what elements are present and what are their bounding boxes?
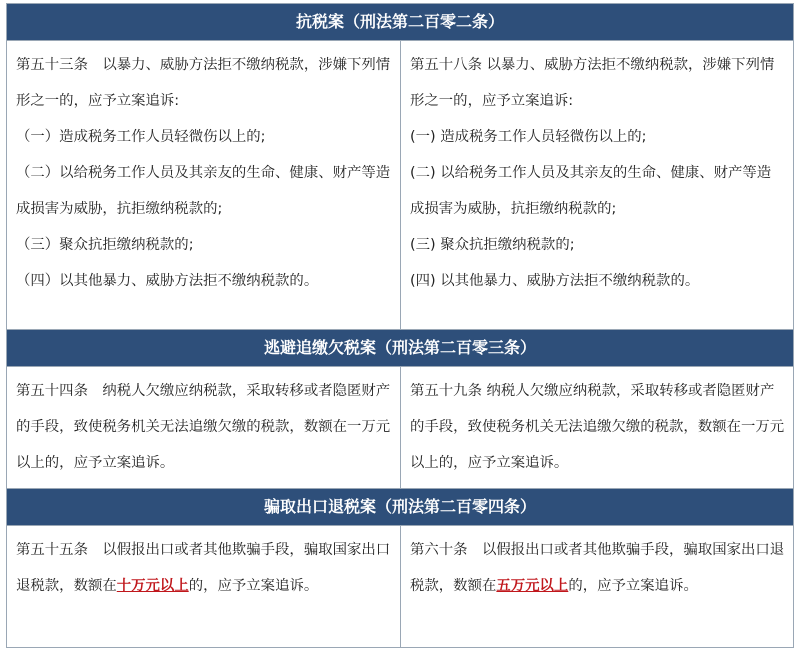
article-paragraph: (二) 以给税务工作人员及其亲友的生命、健康、财产等造成损害为威胁，抗拒缴纳税款的; bbox=[410, 165, 772, 217]
article-paragraph: （二）以给税务工作人员及其亲友的生命、健康、财产等造成损害为威胁，抗拒缴纳税款的; bbox=[16, 165, 391, 217]
article-paragraph: 第五十四条 纳税人欠缴应纳税款，采取转移或者隐匿财产的手段，致使税务机关无法追缴欠缴的税款，数额在一万元以上的，应予立案追诉。 bbox=[16, 383, 391, 471]
section-header-tax-resistance: 抗税案（刑法第二百零二条） bbox=[7, 4, 793, 41]
highlighted-amount: 五万元以上 bbox=[496, 578, 569, 594]
article-paragraph: 第五十八条 以暴力、威胁方法拒不缴纳税款，涉嫌下列情形之一的，应予立案追诉: bbox=[410, 57, 775, 109]
highlighted-amount: 十万元以上 bbox=[116, 578, 189, 594]
left-article-53 bbox=[7, 41, 400, 329]
section-header-tax-arrears-evasion: 逃避追缴欠税案（刑法第二百零三条） bbox=[7, 330, 793, 367]
left-article-55 bbox=[7, 526, 400, 647]
right-article-58 bbox=[400, 41, 793, 329]
article-text: 第六十条 以假报出口或者其他欺骗手段，骗取国家出口退税款，数额在 bbox=[410, 542, 785, 594]
article-text: 的，应予立案追诉。 bbox=[568, 578, 698, 594]
article-paragraph: （一）造成税务工作人员轻微伤以上的; bbox=[16, 129, 266, 145]
section-row-export-rebate-fraud bbox=[7, 526, 793, 647]
left-article-54 bbox=[7, 367, 400, 488]
article-text: 的，应予立案追诉。 bbox=[188, 578, 319, 594]
article-paragraph: （三）聚众抗拒缴纳税款的; bbox=[16, 237, 194, 253]
right-article-60 bbox=[400, 526, 793, 647]
right-article-59 bbox=[400, 367, 793, 488]
section-row-tax-resistance bbox=[7, 41, 793, 330]
article-paragraph: （四）以其他暴力、威胁方法拒不缴纳税款的。 bbox=[16, 273, 319, 289]
article-paragraph: 第五十九条 纳税人欠缴应纳税款，采取转移或者隐匿财产的手段，致使税务机关无法追缴欠缴的税款，数额在一万元以上的，应予立案追诉。 bbox=[410, 383, 785, 471]
article-paragraph: 第五十三条 以暴力、威胁方法拒不缴纳税款，涉嫌下列情形之一的，应予立案追诉: bbox=[16, 57, 391, 109]
section-row-tax-arrears-evasion bbox=[7, 367, 793, 489]
section-header-export-rebate-fraud: 骗取出口退税案（刑法第二百零四条） bbox=[7, 489, 793, 526]
regulation-comparison-table bbox=[6, 3, 794, 648]
article-paragraph: (三) 聚众抗拒缴纳税款的; bbox=[410, 237, 575, 253]
article-text: 第五十五条 以假报出口或者其他欺骗手段，骗取国家出口退税款，数额在 bbox=[16, 542, 391, 594]
article-paragraph: (四) 以其他暴力、威胁方法拒不缴纳税款的。 bbox=[410, 273, 700, 289]
article-paragraph: (一) 造成税务工作人员轻微伤以上的; bbox=[410, 129, 647, 145]
